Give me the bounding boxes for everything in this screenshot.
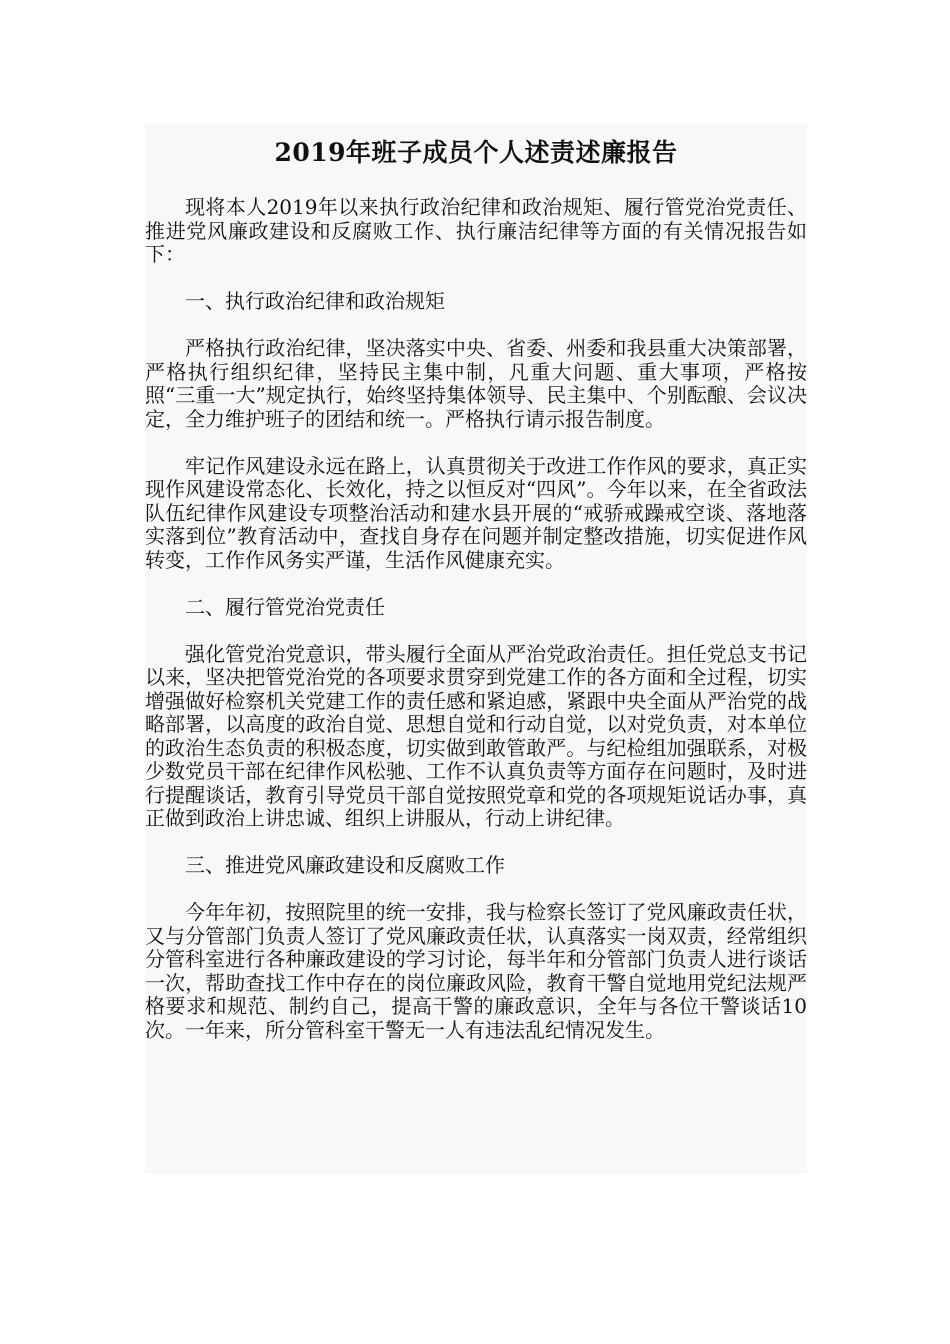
section-heading-1: 一、执行政治纪律和政治规矩 xyxy=(185,289,445,313)
body-paragraph: 今年年初，按照院里的统一安排，我与检察长签订了党风廉政责任状，又与分管部门负责人签订了党风廉政责任状，认真落实一岗双责，经常组织分管科室进行各种廉政建设的学习讨论，每半年和分管部门负责人进行谈话一次，帮助查找工作中存在的岗位廉政风险，教育干警自觉地用党纪法规严格要求和规范、制约自己，提高干警的廉政意识，全年与各位干警谈话10次。一年来，所分管科室干警无一人有违法乱纪情况发生。 xyxy=(145,900,807,1042)
body-paragraph: 牢记作风建设永远在路上，认真贯彻关于改进工作作风的要求，真正实现作风建设常态化、长效化，持之以恒反对“四风”。今年以来，在全省政法队伍纪律作风建设专项整治活动和建水县开展的“戒骄戒躁戒空谈、落地落实落到位”教育活动中，查找自身存在问题并制定整改措施，切实促进作风转变，工作作风务实严谨，生活作风健康充实。 xyxy=(145,453,807,572)
section-heading-3: 三、推进党风廉政建设和反腐败工作 xyxy=(185,853,505,877)
body-paragraph: 严格执行政治纪律，坚决落实中央、省委、州委和我县重大决策部署，严格执行组织纪律，坚持民主集中制，凡重大问题、重大事项，严格按照“三重一大”规定执行，始终坚持集体领导、民主集中、个别酝酿、会议决定，全力维护班子的团结和统一。严格执行请示报告制度。 xyxy=(145,336,807,431)
document-page xyxy=(145,124,807,1174)
intro-paragraph: 现将本人2019年以来执行政治纪律和政治规矩、履行管党治党责任、推进党风廉政建设和反腐败工作、执行廉洁纪律等方面的有关情况报告如下： xyxy=(145,195,807,266)
document-title: 2019年班子成员个人述责述廉报告 xyxy=(274,138,678,167)
section-heading-2: 二、履行管党治党责任 xyxy=(185,594,385,619)
body-paragraph: 强化管党治党意识，带头履行全面从严治党政治责任。担任党总支书记以来，坚决把管党治党的各项要求贯穿到党建工作的各方面和全过程，切实增强做好检察机关党建工作的责任感和紧迫感，紧跟中央全面从严治党的战略部署，以高度的政治自觉、思想自觉和行动自觉，以对党负责，对本单位的政治生态负责的积极态度，切实做到敢管敢严。与纪检组加强联系，对极少数党员干部在纪律作风松驰、工作不认真负责等方面存在问题时，及时进行提醒谈话，教育引导党员干部自觉按照党章和党的各项规矩说话办事，真正做到政治上讲忠诚、组织上讲服从，行动上讲纪律。 xyxy=(145,641,807,830)
